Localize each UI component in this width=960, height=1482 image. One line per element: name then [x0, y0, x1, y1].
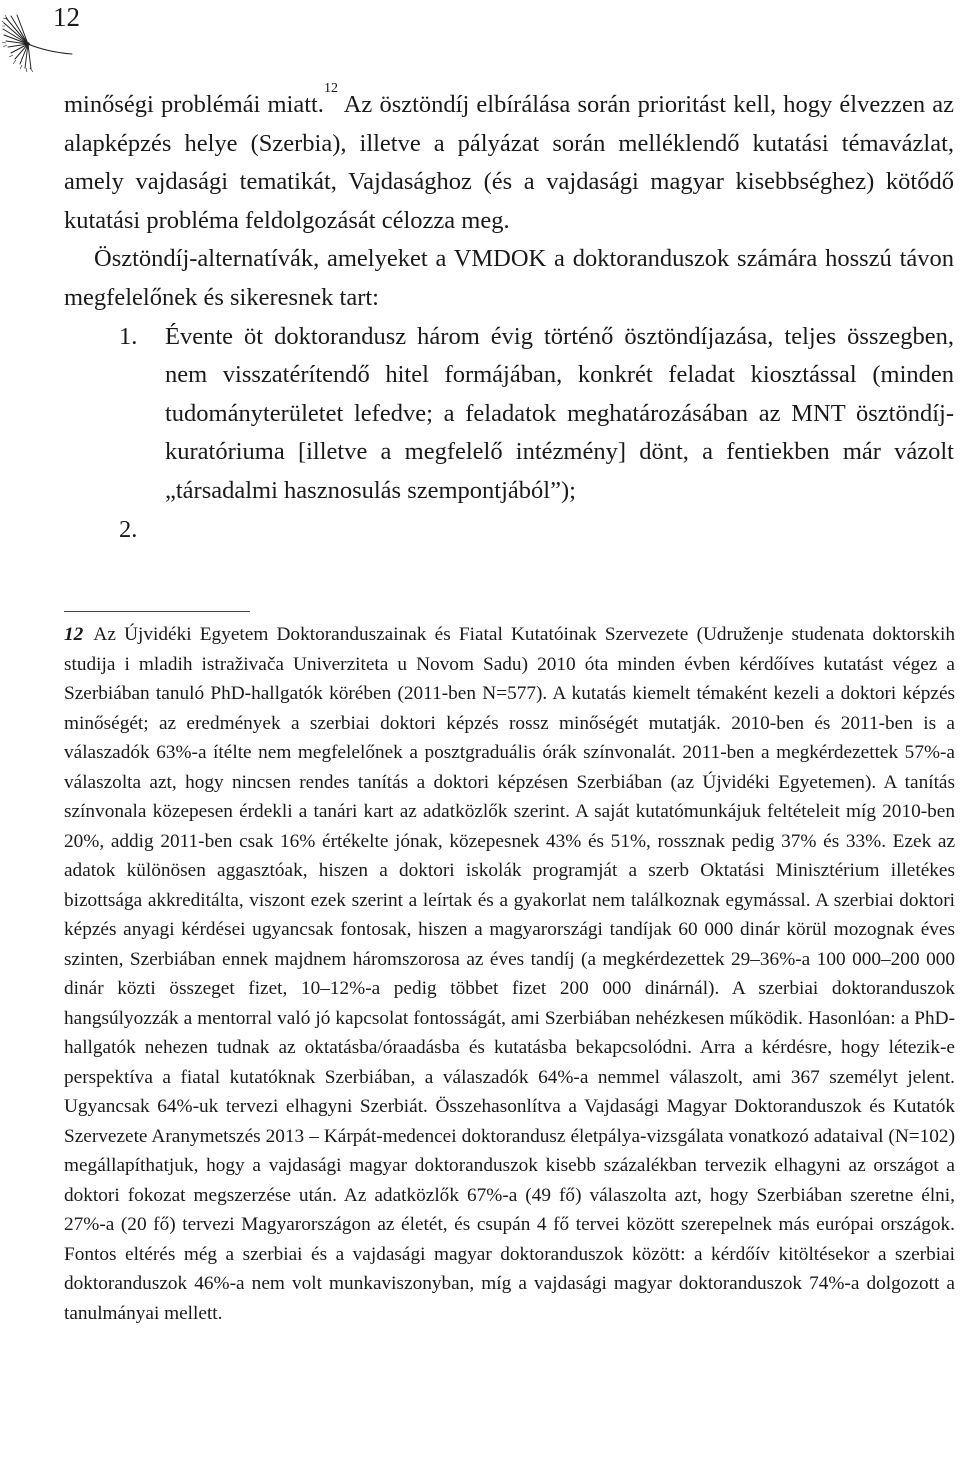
paragraph-2: Ösztöndíj-alternatívák, amelyeket a VMDOK a doktoranduszok számára hosszú távon megfelelőnek és sikeresnek tart: [64, 245, 954, 311]
main-text [64, 80, 954, 549]
list-item-number: 1. [119, 322, 138, 350]
list-item-text [165, 516, 171, 543]
footnote [64, 620, 955, 1328]
dandelion-seed-icon [2, 14, 74, 74]
footnote-reference[interactable]: 12 [323, 80, 338, 96]
footnote-divider [64, 611, 250, 612]
list-item-number: 2. [119, 515, 138, 543]
page-number: 12 [53, 2, 80, 32]
list-item-text: Évente öt doktorandusz három évig történő ösztöndíjazása, teljes összegben, nem visszatérítendő hitel formájában, konkrét feladat kiosztással (minden tudományterületet lefedve; a feladatok meghatározásában az MNT ösztöndíj-kuratóriuma [illetve a megfelelő intézmény] dönt, a fentiekben már vázolt „társadalmi hasznosulás szempontjából”); [165, 322, 954, 504]
numbered-list [64, 318, 954, 550]
footnote-label: 12 [64, 624, 84, 645]
paragraph-1-rest: Az ösztöndíj elbírálása során prioritást kell, hogy élvezzen az alapképzés helye (Szerbia), illetve a pályázat során melléklendő kutatási témavázlat, amely vajdasági tematikát, Vajdasághoz (és a vajdasági magyar kisebbséghez) kötődő kutatási probléma feldolgozását célozza meg. [64, 91, 954, 234]
paragraph-1 [64, 80, 954, 240]
list-item [64, 511, 954, 550]
list-item [64, 318, 954, 511]
footnote-text: Az Újvidéki Egyetem Doktoranduszainak és Fiatal Kutatóinak Szervezete (Udruženje studenata doktorskih studija i mladih istraživača Univerziteta u Novom Sadu) 2010 óta minden évben kérdőíves kutatást végez a Szerbiában tanuló PhD-hallgatók körében (2011-ben N=577). A kutatás kiemelt témaként kezeli a doktori képzés minőségét; az eredmények a szerbiai doktori képzés rossz minőségét mutatják. 2010-ben és 2011-ben is a válaszadók 63%-a ítélte nem megfelelőnek a posztgraduális órák színvonalát. 2011-ben a megkérdezettek 57%-a válaszolta azt, hogy nincsen rendes tanítás a doktori képzésen Szerbiában (az Újvidéki Egyetemen). A tanítás színvonala közepesen érdekli a tanári kart az adatközlők szerint. A saját kutatómunkájuk feltételeit míg 2010-ben 20%, addig 2011-ben csak 16% értékelte jónak, közepesnek 43% és 51%, rossznak pedig 37% és 33%. Ezek az adatok különösen aggasztóak, hiszen a doktori iskolák programját a szerb Oktatási Minisztérium illetékes bizottsága akkreditálta, viszont ezek szerint a leírtak és a gyakorlat nem találkoznak egymással. A szerbiai doktori képzés anyagi kérdései ugyancsak fontosak, hiszen a magyarországi tandíjak 60 000 dinár körül mozognak éves szinten, Szerbiában ennek majdnem háromszorosa az éves tandíj (a megkérdezettek 29–36%-a 100 000–200 000 dinár közti összeget fizet, 10–12%-a pedig többet fizet 200 000 dinárnál). A szerbiai doktoranduszok hangsúlyozzák a mentorral való jó kapcsolat fontosságát, ami Szerbiában nehézkesen működik. Hasonlóan: a PhD-hallgatók nehezen tudnak az oktatásba/óraadásba és kutatásba bekapcsolódni. Arra a kérdésre, hogy létezik-e perspektíva a fiatal kutatóknak Szerbiában, a válaszadók 64%-a nemmel válaszolt, ami 367 személyt jelent. Ugyancsak 64%-uk tervezi elhagyni Szerbiát. Összehasonlítva a Vajdasági Magyar Doktoranduszok és Kutatók Szervezete Aranymetszés 2013 – Kárpát-medencei doktorandusz életpálya-vizsgálata vonatkozó adataival (N=102) megállapíthatjuk, hogy a vajdasági magyar doktoranduszok kisebb százalékban tervezik elhagyni az országot a doktori fokozat megszerzése után. Az adatközlők 67%-a (49 fő) válaszolta azt, hogy Szerbiában szeretne élni, 27%-a (20 fő) tervezi Magyarországon az életét, és csupán 4 fő tervei között szerepelnek más európai országok. Fontos eltérés még a szerbiai és a vajdasági magyar doktoranduszok között: a kérdőív kitöltésekor a szerbiai doktoranduszok 46%-a nem volt munkaviszonyban, míg a vajdasági magyar doktoranduszok 74%-a dolgozott a tanulmányai mellett. [64, 624, 955, 1324]
paragraph-1-start: minőségi problémái miatt. [64, 91, 324, 118]
